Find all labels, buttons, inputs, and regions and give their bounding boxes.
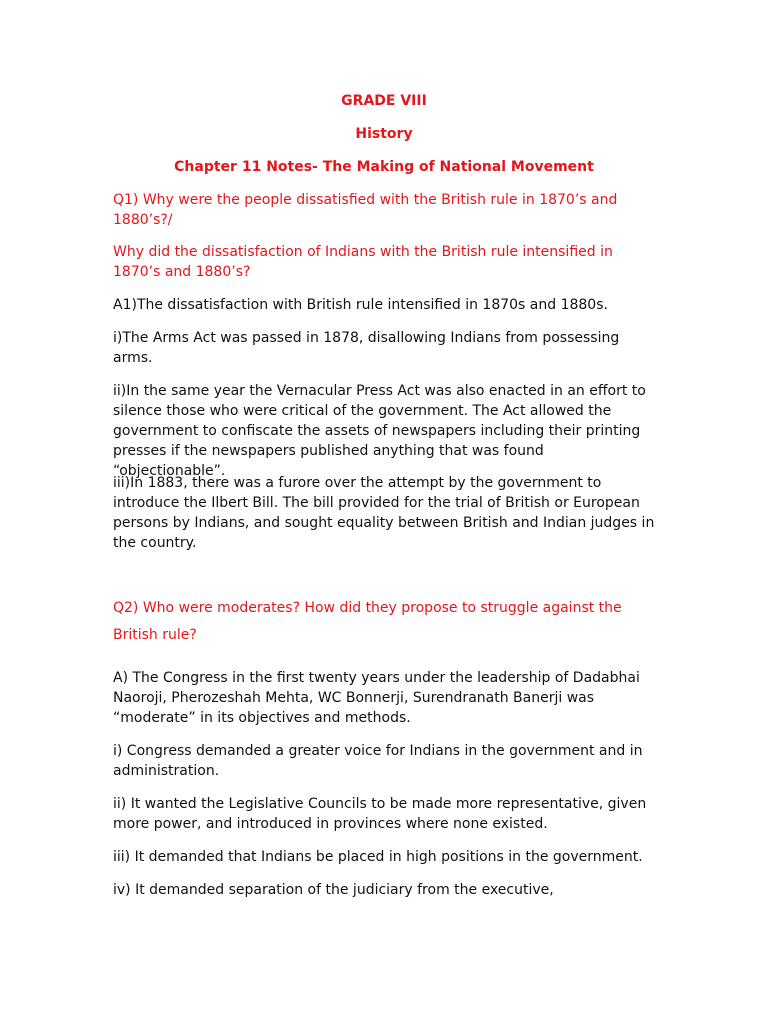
- subject-heading: History: [355, 126, 413, 142]
- q1-question: Q1) Why were the people dissatisfied with the British rule in 1870’s and 1880’s?/: [113, 192, 618, 228]
- chapter-title: Chapter 11 Notes- The Making of National Movement: [174, 159, 594, 175]
- q2-answer-intro: A) The Congress in the first twenty years under the leadership of Dadabhai Naoroji, Pherozeshah Mehta, WC Bonnerji, Surendranath Banerji was “moderate” in its objectives and methods.: [113, 670, 640, 726]
- q2-question: Q2) Who were moderates? How did they propose to struggle against the British rule?: [113, 600, 622, 643]
- grade-heading: GRADE VIII: [341, 93, 427, 109]
- q1-question-alt: Why did the dissatisfaction of Indians with the British rule intensified in 1870’s and 1880’s?: [113, 244, 613, 280]
- q1-point-2: ii)In the same year the Vernacular Press Act was also enacted in an effort to silence those who were critical of the government. The Act allowed the government to confiscate the assets of newspapers including their printing presses if the newspapers published anything that was found “objectionable”.: [113, 383, 646, 479]
- q2-point-1: i) Congress demanded a greater voice for Indians in the government and in administration.: [113, 743, 643, 779]
- q1-point-3: iii)In 1883, there was a furore over the attempt by the government to introduce the Ilbert Bill. The bill provided for the trial of British or European persons by Indians, and sought equality between British and Indian judges in the country.: [113, 475, 655, 551]
- q1-answer-intro: A1)The dissatisfaction with British rule intensified in 1870s and 1880s.: [113, 297, 608, 313]
- q1-point-1: i)The Arms Act was passed in 1878, disallowing Indians from possessing arms.: [113, 330, 620, 366]
- q2-point-3: iii) It demanded that Indians be placed in high positions in the government.: [113, 849, 643, 865]
- q2-point-2: ii) It wanted the Legislative Councils to be made more representative, given more power, and introduced in provinces where none existed.: [113, 796, 647, 832]
- q2-point-4: iv) It demanded separation of the judiciary from the executive,: [113, 882, 554, 898]
